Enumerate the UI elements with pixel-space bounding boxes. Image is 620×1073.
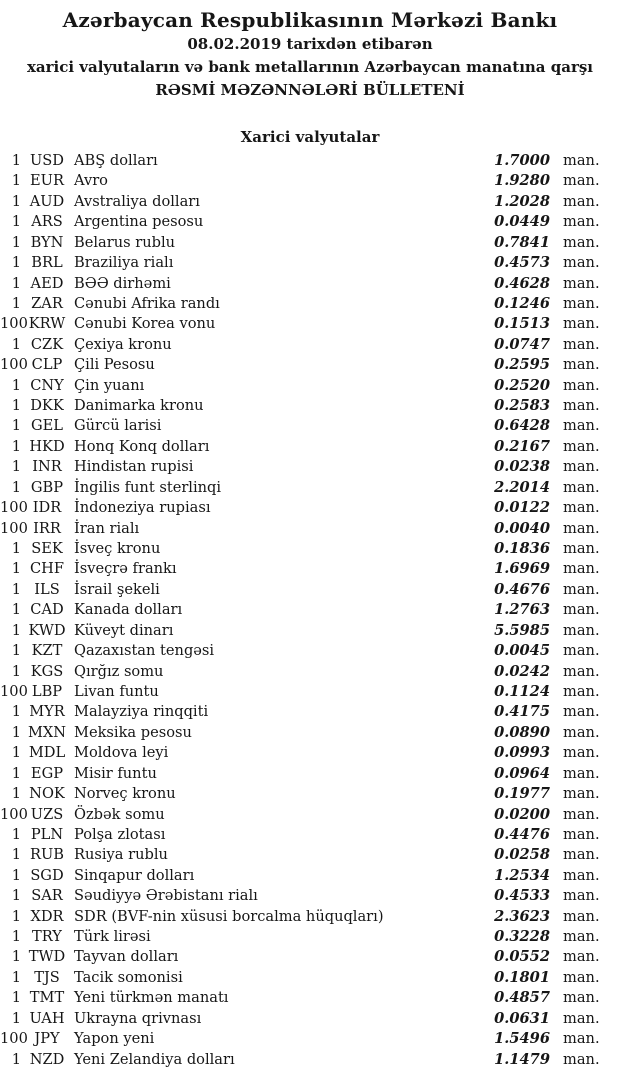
rate-value: 0.7841 xyxy=(494,233,550,251)
rate-value: 0.0258 xyxy=(494,846,550,864)
currency-code: GEL xyxy=(30,417,63,435)
currency-name: Türk lirəsi xyxy=(74,928,151,946)
nominal-amount: 1 xyxy=(11,376,21,394)
subject-line: xarici valyutaların və bank metallarının Azərbaycan manatına qarşı xyxy=(26,58,594,76)
unit-label: man. xyxy=(563,1050,600,1068)
rate-value: 0.0242 xyxy=(494,662,550,680)
rate-value: 0.2595 xyxy=(494,356,550,374)
nominal-amount: 1 xyxy=(11,233,21,251)
rate-row xyxy=(0,478,620,498)
nominal-amount: 1 xyxy=(11,887,21,905)
unit-label: man. xyxy=(563,315,600,333)
currency-name: Misir funtu xyxy=(74,764,157,782)
currency-name: Belarus rublu xyxy=(74,233,176,251)
currency-code: XDR xyxy=(30,907,64,925)
currency-code: EGP xyxy=(30,764,64,782)
currency-name: İndoneziya rupiası xyxy=(74,499,211,517)
unit-label: man. xyxy=(563,866,600,884)
currency-name: Çexiya kronu xyxy=(74,335,172,353)
rate-row xyxy=(0,539,620,559)
nominal-amount: 1 xyxy=(11,621,21,639)
section-title-foreign-currencies: Xarici valyutalar xyxy=(240,128,380,146)
unit-label: man. xyxy=(563,397,600,415)
unit-label: man. xyxy=(563,213,600,231)
effective-date-line: 08.02.2019 tarixdən etibarən xyxy=(187,35,433,53)
rate-value: 1.1479 xyxy=(494,1050,550,1068)
currency-code: UZS xyxy=(30,805,64,823)
unit-label: man. xyxy=(563,948,600,966)
nominal-amount: 1 xyxy=(11,907,21,925)
rate-row xyxy=(0,335,620,355)
rate-row xyxy=(0,641,620,661)
nominal-amount: 1 xyxy=(11,866,21,884)
currency-name: Hindistan rupisi xyxy=(74,458,194,476)
rate-value: 0.1836 xyxy=(494,540,550,558)
rate-value: 0.4628 xyxy=(494,274,550,292)
currency-code: SGD xyxy=(30,866,64,884)
currency-name: Danimarka kronu xyxy=(74,397,204,415)
currency-name: İsveç kronu xyxy=(74,540,161,558)
currency-code: TMT xyxy=(29,989,65,1007)
rate-value: 0.0747 xyxy=(494,335,550,353)
currency-code: NZD xyxy=(29,1050,65,1068)
unit-label: man. xyxy=(563,1009,600,1027)
currency-code: KWD xyxy=(28,621,66,639)
rate-value: 0.1124 xyxy=(494,682,550,700)
currency-code: ARS xyxy=(31,213,63,231)
nominal-amount: 1 xyxy=(11,764,21,782)
nominal-amount: 1 xyxy=(11,1050,21,1068)
currency-code: IRR xyxy=(33,519,61,537)
unit-label: man. xyxy=(563,540,600,558)
nominal-amount: 1 xyxy=(11,846,21,864)
rate-value: 0.1801 xyxy=(494,968,550,986)
rate-value: 1.6969 xyxy=(494,560,550,578)
currency-code: DKK xyxy=(30,397,64,415)
unit-label: man. xyxy=(563,805,600,823)
currency-name: Çin yuanı xyxy=(74,376,145,394)
unit-label: man. xyxy=(563,1030,600,1048)
nominal-amount: 1 xyxy=(11,1009,21,1027)
nominal-amount: 1 xyxy=(11,397,21,415)
unit-label: man. xyxy=(563,662,600,680)
nominal-amount: 100 xyxy=(0,1030,28,1048)
currency-code: KZT xyxy=(31,642,63,660)
currency-code: EUR xyxy=(30,172,64,190)
rate-value: 0.4676 xyxy=(494,580,550,598)
nominal-amount: 1 xyxy=(11,213,21,231)
unit-label: man. xyxy=(563,887,600,905)
currency-code: ZAR xyxy=(31,294,63,312)
rate-row xyxy=(0,437,620,457)
rate-row xyxy=(0,743,620,763)
currency-name: Gürcü larisi xyxy=(74,417,162,435)
rate-row xyxy=(0,662,620,682)
unit-label: man. xyxy=(563,233,600,251)
currency-code: AED xyxy=(30,274,64,292)
currency-name: Moldova leyi xyxy=(74,744,169,762)
currency-code: MDL xyxy=(28,744,66,762)
rate-row xyxy=(0,559,620,579)
nominal-amount: 100 xyxy=(0,499,28,517)
currency-code: ILS xyxy=(34,580,60,598)
unit-label: man. xyxy=(563,580,600,598)
currency-name: Argentina pesosu xyxy=(74,213,204,231)
rate-row xyxy=(0,233,620,253)
nominal-amount: 1 xyxy=(11,254,21,272)
rate-row xyxy=(0,294,620,314)
unit-label: man. xyxy=(563,968,600,986)
rate-row xyxy=(0,376,620,396)
nominal-amount: 1 xyxy=(11,703,21,721)
rate-row xyxy=(0,845,620,865)
rate-row xyxy=(0,1009,620,1029)
nominal-amount: 100 xyxy=(0,805,28,823)
currency-name: Cənubi Korea vonu xyxy=(74,315,216,333)
currency-code: GBP xyxy=(30,478,64,496)
currency-name: Braziliya rialı xyxy=(74,254,174,272)
nominal-amount: 1 xyxy=(11,580,21,598)
rate-value: 0.4533 xyxy=(494,887,550,905)
currency-name: Avstraliya dolları xyxy=(74,192,200,210)
unit-label: man. xyxy=(563,519,600,537)
currency-code: JPY xyxy=(34,1030,60,1048)
rate-value: 1.2534 xyxy=(494,866,550,884)
nominal-amount: 1 xyxy=(11,968,21,986)
nominal-amount: 1 xyxy=(11,560,21,578)
rate-row xyxy=(0,621,620,641)
currency-name: Ukrayna qrivnası xyxy=(74,1009,202,1027)
rate-value: 0.0040 xyxy=(494,519,550,537)
unit-label: man. xyxy=(563,172,600,190)
unit-label: man. xyxy=(563,928,600,946)
currency-code: PLN xyxy=(30,825,64,843)
rate-row xyxy=(0,927,620,947)
nominal-amount: 1 xyxy=(11,437,21,455)
currency-code: NOK xyxy=(29,785,65,803)
unit-label: man. xyxy=(563,254,600,272)
currency-code: TRY xyxy=(32,928,62,946)
nominal-amount: 1 xyxy=(11,744,21,762)
nominal-amount: 1 xyxy=(11,417,21,435)
bulletin-header xyxy=(0,0,620,102)
currency-name: Tayvan dolları xyxy=(74,948,179,966)
rate-value: 0.0552 xyxy=(494,948,550,966)
currency-code: CNY xyxy=(30,376,64,394)
rate-row xyxy=(0,519,620,539)
nominal-amount: 1 xyxy=(11,192,21,210)
currency-code: USD xyxy=(30,152,64,169)
currency-code: INR xyxy=(32,458,62,476)
unit-label: man. xyxy=(563,417,600,435)
unit-label: man. xyxy=(563,274,600,292)
currency-name: İran rialı xyxy=(74,519,140,537)
unit-label: man. xyxy=(563,560,600,578)
rate-row xyxy=(0,947,620,967)
rate-row xyxy=(0,866,620,886)
unit-label: man. xyxy=(563,621,600,639)
unit-label: man. xyxy=(563,192,600,210)
rate-row xyxy=(0,498,620,518)
rate-row xyxy=(0,886,620,906)
rate-value: 0.4476 xyxy=(494,825,550,843)
currency-code: UAH xyxy=(29,1009,65,1027)
unit-label: man. xyxy=(563,601,600,619)
rate-row xyxy=(0,764,620,784)
rate-row xyxy=(0,580,620,600)
nominal-amount: 100 xyxy=(0,682,28,700)
nominal-amount: 1 xyxy=(11,152,21,169)
nominal-amount: 1 xyxy=(11,458,21,476)
rate-row xyxy=(0,723,620,743)
rate-row xyxy=(0,212,620,232)
rate-value: 2.2014 xyxy=(494,478,550,496)
unit-label: man. xyxy=(563,356,600,374)
unit-label: man. xyxy=(563,723,600,741)
currency-name: Norveç kronu xyxy=(74,785,176,803)
currency-code: AUD xyxy=(29,192,65,210)
currency-name: Qırğız somu xyxy=(74,662,164,680)
currency-name: Meksika pesosu xyxy=(74,723,192,741)
rate-row xyxy=(0,396,620,416)
currency-name: Cənubi Afrika randı xyxy=(74,294,220,312)
rate-value: 0.4175 xyxy=(494,703,550,721)
nominal-amount: 1 xyxy=(11,274,21,292)
bank-name: Azərbaycan Respublikasının Mərkəzi Bankı xyxy=(62,8,558,32)
rate-value: 1.5496 xyxy=(494,1030,550,1048)
currency-code: CLP xyxy=(31,356,63,374)
unit-label: man. xyxy=(563,478,600,496)
unit-label: man. xyxy=(563,744,600,762)
rate-row xyxy=(0,825,620,845)
currency-code: MYR xyxy=(29,703,65,721)
nominal-amount: 1 xyxy=(11,948,21,966)
currency-code: SAR xyxy=(31,887,63,905)
currency-name: Kanada dolları xyxy=(74,601,183,619)
currency-code: HKD xyxy=(29,437,65,455)
nominal-amount: 1 xyxy=(11,172,21,190)
rate-value: 0.0993 xyxy=(494,744,550,762)
rate-value: 0.1513 xyxy=(494,315,550,333)
rate-row xyxy=(0,1029,620,1049)
rate-row xyxy=(0,805,620,825)
currency-code: KGS xyxy=(30,662,64,680)
currency-code: SEK xyxy=(31,540,63,558)
currency-code: BRL xyxy=(31,254,63,272)
currency-code: IDR xyxy=(32,499,62,517)
unit-label: man. xyxy=(563,152,600,169)
currency-name: Livan funtu xyxy=(74,682,159,700)
nominal-amount: 1 xyxy=(11,825,21,843)
unit-label: man. xyxy=(563,499,600,517)
currency-name: Küveyt dinarı xyxy=(74,621,174,639)
rate-value: 0.0964 xyxy=(494,764,550,782)
unit-label: man. xyxy=(563,458,600,476)
rate-row xyxy=(0,274,620,294)
nominal-amount: 1 xyxy=(11,989,21,1007)
rate-value: 0.6428 xyxy=(494,417,550,435)
nominal-amount: 1 xyxy=(11,662,21,680)
rate-row xyxy=(0,988,620,1008)
currency-name: Avro xyxy=(74,172,108,190)
rate-value: 0.4857 xyxy=(494,989,550,1007)
rate-value: 0.1246 xyxy=(494,294,550,312)
unit-label: man. xyxy=(563,785,600,803)
rate-value: 1.2763 xyxy=(494,601,550,619)
nominal-amount: 1 xyxy=(11,335,21,353)
currency-name: Malayziya rinqqiti xyxy=(74,703,209,721)
rate-value: 0.0631 xyxy=(494,1009,550,1027)
bulletin-title: RƏSMİ MƏZƏNNƏLƏRİ BÜLLETENİ xyxy=(155,81,465,99)
rate-value: 1.2028 xyxy=(494,192,550,210)
nominal-amount: 1 xyxy=(11,294,21,312)
rate-row xyxy=(0,171,620,191)
unit-label: man. xyxy=(563,825,600,843)
rate-value: 0.3228 xyxy=(494,928,550,946)
unit-label: man. xyxy=(563,846,600,864)
currency-name: Qazaxıstan tengəsi xyxy=(74,642,215,660)
nominal-amount: 100 xyxy=(0,356,28,374)
rate-value: 0.4573 xyxy=(494,254,550,272)
currency-name: Səudiyyə Ərəbistanı rialı xyxy=(74,887,258,905)
rate-row xyxy=(0,151,620,171)
unit-label: man. xyxy=(563,764,600,782)
currency-code: TJS xyxy=(34,968,60,986)
currency-name: İngilis funt sterlinqi xyxy=(74,478,222,496)
rates-table xyxy=(0,151,620,1070)
nominal-amount: 1 xyxy=(11,601,21,619)
currency-name: Yeni Zelandiya dolları xyxy=(74,1050,235,1068)
rate-row xyxy=(0,784,620,804)
nominal-amount: 1 xyxy=(11,785,21,803)
rate-value: 0.2583 xyxy=(494,397,550,415)
currency-name: SDR (BVF-nin xüsusi borcalma hüquqları) xyxy=(74,907,384,925)
rate-value: 5.5985 xyxy=(494,621,550,639)
currency-name: BƏƏ dirhəmi xyxy=(74,274,171,292)
rate-value: 0.0045 xyxy=(494,642,550,660)
rate-row xyxy=(0,682,620,702)
unit-label: man. xyxy=(563,437,600,455)
rate-value: 1.7000 xyxy=(494,152,550,169)
rate-row xyxy=(0,314,620,334)
currency-name: Honq Konq dolları xyxy=(74,437,210,455)
currency-code: RUB xyxy=(29,846,64,864)
currency-name: İsveçrə frankı xyxy=(74,560,177,578)
nominal-amount: 1 xyxy=(11,478,21,496)
currency-code: KRW xyxy=(28,315,66,333)
rate-row xyxy=(0,1050,620,1070)
nominal-amount: 100 xyxy=(0,315,28,333)
rate-row xyxy=(0,457,620,477)
currency-name: Polşa zlotası xyxy=(74,825,166,843)
unit-label: man. xyxy=(563,907,600,925)
rate-value: 0.2167 xyxy=(494,437,550,455)
nominal-amount: 1 xyxy=(11,642,21,660)
currency-code: LBP xyxy=(31,682,63,700)
currency-name: Yapon yeni xyxy=(74,1030,155,1048)
rate-row xyxy=(0,355,620,375)
rate-value: 0.0449 xyxy=(494,213,550,231)
currency-name: Tacik somonisi xyxy=(74,968,183,986)
unit-label: man. xyxy=(563,703,600,721)
nominal-amount: 1 xyxy=(11,540,21,558)
currency-code: BYN xyxy=(30,233,64,251)
rate-value: 0.1977 xyxy=(494,785,550,803)
rate-row xyxy=(0,702,620,722)
rate-row xyxy=(0,416,620,436)
rate-value: 2.3623 xyxy=(494,907,550,925)
unit-label: man. xyxy=(563,335,600,353)
currency-name: Çili Pesosu xyxy=(74,356,155,374)
rate-row xyxy=(0,968,620,988)
currency-name: ABŞ dolları xyxy=(74,152,158,169)
currency-code: CAD xyxy=(30,601,64,619)
currency-name: Yeni türkmən manatı xyxy=(74,989,229,1007)
rate-row xyxy=(0,907,620,927)
currency-code: CHF xyxy=(29,560,65,578)
rate-value: 0.2520 xyxy=(494,376,550,394)
rate-value: 0.0122 xyxy=(494,499,550,517)
currency-code: TWD xyxy=(28,948,66,966)
unit-label: man. xyxy=(563,376,600,394)
unit-label: man. xyxy=(563,294,600,312)
nominal-amount: 1 xyxy=(11,723,21,741)
unit-label: man. xyxy=(563,642,600,660)
nominal-amount: 1 xyxy=(11,928,21,946)
rate-row xyxy=(0,192,620,212)
rate-row xyxy=(0,600,620,620)
currency-name: İsrail şekeli xyxy=(74,580,160,598)
currency-name: Özbək somu xyxy=(74,805,165,823)
unit-label: man. xyxy=(563,682,600,700)
currency-name: Rusiya rublu xyxy=(74,846,168,864)
currency-code: CZK xyxy=(30,335,64,353)
rate-value: 1.9280 xyxy=(494,172,550,190)
currency-name: Sinqapur dolları xyxy=(74,866,195,884)
rate-value: 0.0238 xyxy=(494,458,550,476)
nominal-amount: 100 xyxy=(0,519,28,537)
currency-code: MXN xyxy=(27,723,67,741)
rate-row xyxy=(0,253,620,273)
rate-value: 0.0890 xyxy=(494,723,550,741)
rate-value: 0.0200 xyxy=(494,805,550,823)
unit-label: man. xyxy=(563,989,600,1007)
